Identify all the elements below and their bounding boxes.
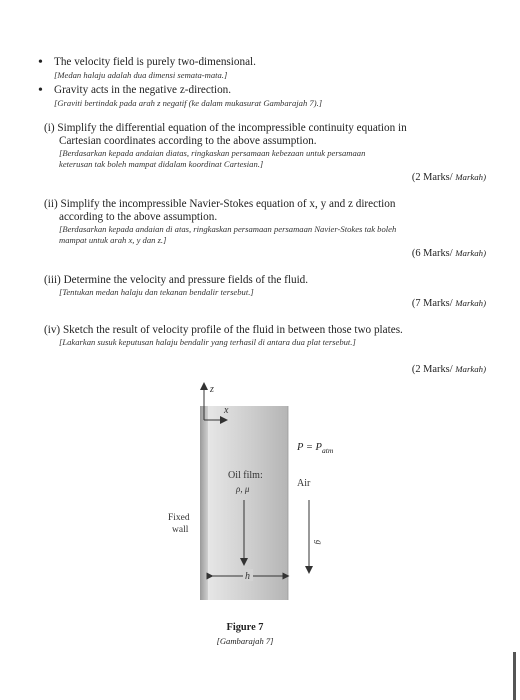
question-text: Simplify the incompressible Navier-Stokes equation of x, y and z direction: [60, 198, 396, 210]
fixed-wall-label: Fixed: [168, 513, 190, 523]
assumption-1-translation: [Medan halaju adalah dua dimensi semata-mata.]: [54, 70, 228, 80]
bullet-1: •: [38, 55, 43, 70]
marks-ii: (6 Marks/ Markah): [411, 248, 486, 259]
figure-7-diagram: [0, 380, 520, 620]
question-iv: [44, 324, 484, 348]
marks-iv: (2 Marks/ Markah): [411, 364, 486, 375]
fixed-wall: [200, 406, 208, 600]
question-label: (ii): [44, 198, 58, 210]
question-ii: [44, 198, 484, 246]
question-translation: [Berdasarkan kepada andaian di atas, ringkaskan persamaan persamaan Navier-Stokes tak boleh: [59, 224, 397, 234]
assumption-2-translation: [Graviti bertindak pada arah z negatif (ke dalam mukasurat Gambarajah 7).]: [54, 98, 323, 108]
oil-film-properties: ρ, μ: [236, 484, 250, 494]
fixed-wall-label-cont: wall: [172, 525, 189, 535]
assumption-1-text: The velocity field is purely two-dimensional.: [54, 56, 256, 68]
question-translation-cont: mampat untuk arah x, y dan z.]: [59, 235, 167, 245]
question-label: (iii): [44, 274, 61, 286]
gravity-label: g: [314, 540, 324, 545]
question-label: (iv): [44, 324, 61, 336]
question-text: Simplify the differential equation of the incompressible continuity equation in: [57, 122, 407, 134]
question-translation: [Lakarkan susuk keputusan halaju bendalir yang terhasil di antara dua plat tersebut.]: [59, 337, 356, 347]
z-axis-label: z: [210, 384, 214, 395]
figure-caption-translation: [Gambarajah 7]: [216, 636, 274, 646]
marks-i: (2 Marks/ Markah): [411, 172, 486, 183]
question-iii: [44, 274, 484, 298]
question-text-cont: Cartesian coordinates according to the above assumption.: [59, 135, 317, 147]
question-text: Sketch the result of velocity profile of the fluid in between those two plates.: [62, 324, 403, 336]
marks-iii: (7 Marks/ Markah): [411, 298, 486, 309]
pressure-label: $P = P_{atm}$: [297, 442, 334, 455]
question-translation: [Berdasarkan kepada andaian diatas, ringkaskan persamaan kebezaan untuk persamaan: [59, 148, 366, 158]
x-axis-label: x: [224, 405, 229, 416]
question-translation-cont: keterusan tak boleh mampat didalam koordinat Cartesian.]: [59, 159, 264, 169]
question-label: (i): [44, 122, 55, 134]
bullet-2: •: [38, 83, 43, 98]
thickness-label: h: [245, 571, 250, 582]
question-translation: [Tentukan medan halaju dan tekanan bendalir tersebut.]: [59, 287, 254, 297]
question-i: [44, 122, 484, 170]
oil-film-label: Oil film:: [228, 470, 263, 481]
figure-caption: Figure 7: [226, 622, 264, 633]
assumption-2-text: Gravity acts in the negative z-direction.: [54, 84, 232, 96]
question-text: Determine the velocity and pressure fields of the fluid.: [63, 274, 309, 286]
scrollbar[interactable]: [513, 652, 516, 700]
question-text-cont: according to the above assumption.: [59, 211, 218, 223]
air-label: Air: [297, 478, 311, 489]
